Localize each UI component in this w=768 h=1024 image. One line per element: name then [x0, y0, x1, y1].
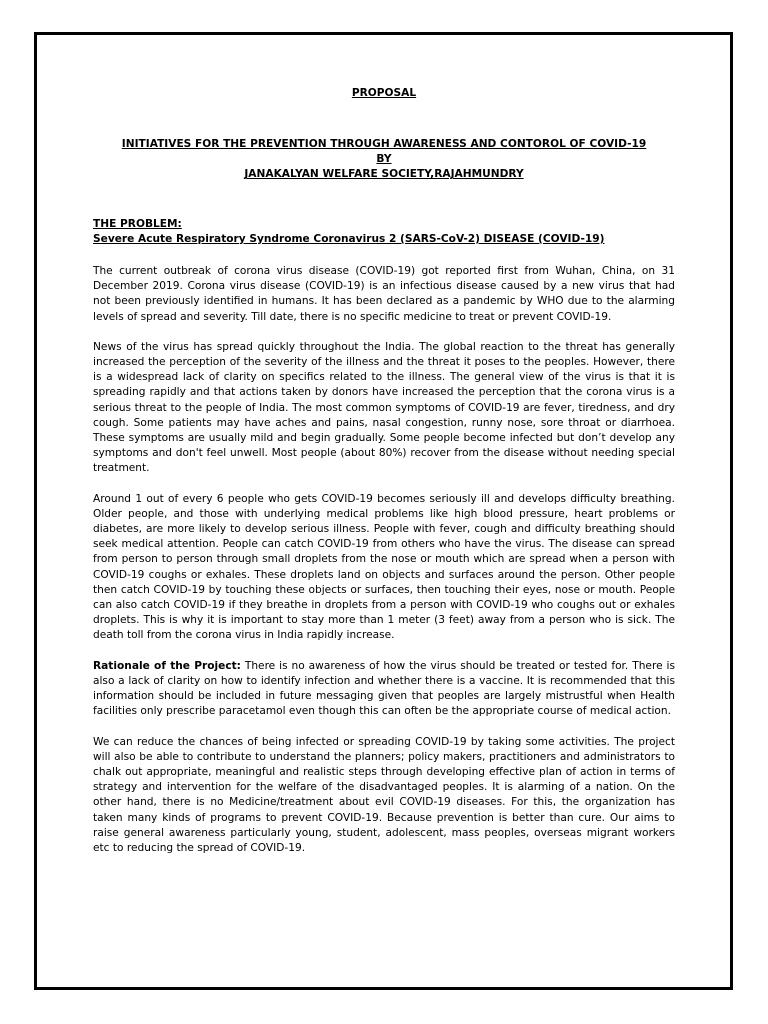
problem-heading: THE PROBLEM: [93, 217, 182, 230]
rationale-text: There is no awareness of how the virus should be treated or tested for. There is also a lack of clarity on how to identify infection and whether there is a vaccine. It is recommended that this information should be included in future messaging given that peoples are largely mistrustful when Health facilities only prescribe paracetamol even though this can often be the appropriate course of medical action. [93, 659, 675, 718]
proposal-title: PROPOSAL [351, 87, 417, 99]
problem-subheading: Severe Acute Respiratory Syndrome Coronavirus 2 (SARS-CoV-2) DISEASE (COVID-19) [93, 232, 605, 245]
initiatives-by: BY [376, 153, 392, 166]
problem-heading-block [93, 217, 675, 247]
organization-name: JANAKALYAN WELFARE SOCIETY,RAJAHMUNDRY [244, 168, 524, 181]
paragraph-activities: We can reduce the chances of being infected or spreading COVID-19 by taking some activities. The project will also be able to contribute to understand the planners; policy makers, practitioners and administrators to chalk out appropriate, meaningful and realistic steps through developing effective plan of action in terms of strategy and intervention for the welfare of the disadvantaged peoples. It is alarming of a nation. On the other hand, there is no Medicine/treatment about evil COVID-19 diseases. For this, the organization has taken many kinds of programs to prevent COVID-19. Because prevention is better than cure. Our aims to raise general awareness particularly young, student, adolescent, mass peoples, overseas migrant workers etc to reducing the spread of COVID-19. [93, 735, 675, 854]
initiatives-title: INITIATIVES FOR THE PREVENTION THROUGH AWARENESS AND CONTOROL OF COVID-19 [121, 138, 647, 150]
document-body [93, 86, 675, 856]
paragraph-outbreak: The current outbreak of corona virus disease (COVID-19) got reported first from Wuhan, China, on 31 December 2019. Corona virus disease (COVID-19) is an infectious disease caused by a new virus that had not been previously identified in humans. It has been declared as a pandemic by WHO due to the alarming levels of spread and severity. Till date, there is no specific medicine to treat or prevent COVID-19. [93, 265, 675, 323]
paragraph-rationale [93, 659, 675, 720]
paragraph-spread: Around 1 out of every 6 people who gets COVID-19 becomes seriously ill and develops difficulty breathing. Older people, and those with underlying medical problems like high blood pressure, heart problems or diabetes, are more likely to develop serious illness. People with fever, cough and difficulty breathing should seek medical attention. People can catch COVID-19 from others who have the virus. The disease can spread from person to person through small droplets from the nose or mouth which are spread when a person with COVID-19 coughs or exhales. These droplets land on objects and surfaces around the person. Other people then catch COVID-19 by touching these objects or surfaces, then touching their eyes, nose or mouth. People can also catch COVID-19 if they breathe in droplets from a person with COVID-19 who coughs out or exhales droplets. This is why it is important to stay more than 1 meter (3 feet) away from a person who is sick. The death toll from the corona virus in India rapidly increase. [93, 492, 675, 642]
paragraph-news: News of the virus has spread quickly throughout the India. The global reaction to the threat has generally increased the perception of the severity of the illness and the threat it poses to the peoples. However, there is a widespread lack of clarity on specifics related to the illness. The general view of the virus is that it is spreading rapidly and that actions taken by donors have increased the perception that the corona virus is a serious threat to the people of India. The most common symptoms of COVID-19 are fever, tiredness, and dry cough. Some patients may have aches and pains, nasal congestion, runny nose, sore throat or diarrhoea. These symptoms are usually mild and begin gradually. Some people become infected but don’t develop any symptoms and don't feel unwell. Most people (about 80%) recover from the disease without needing special treatment. [93, 340, 675, 475]
initiatives-heading [93, 137, 675, 183]
rationale-label: Rationale of the Project: [93, 659, 241, 672]
